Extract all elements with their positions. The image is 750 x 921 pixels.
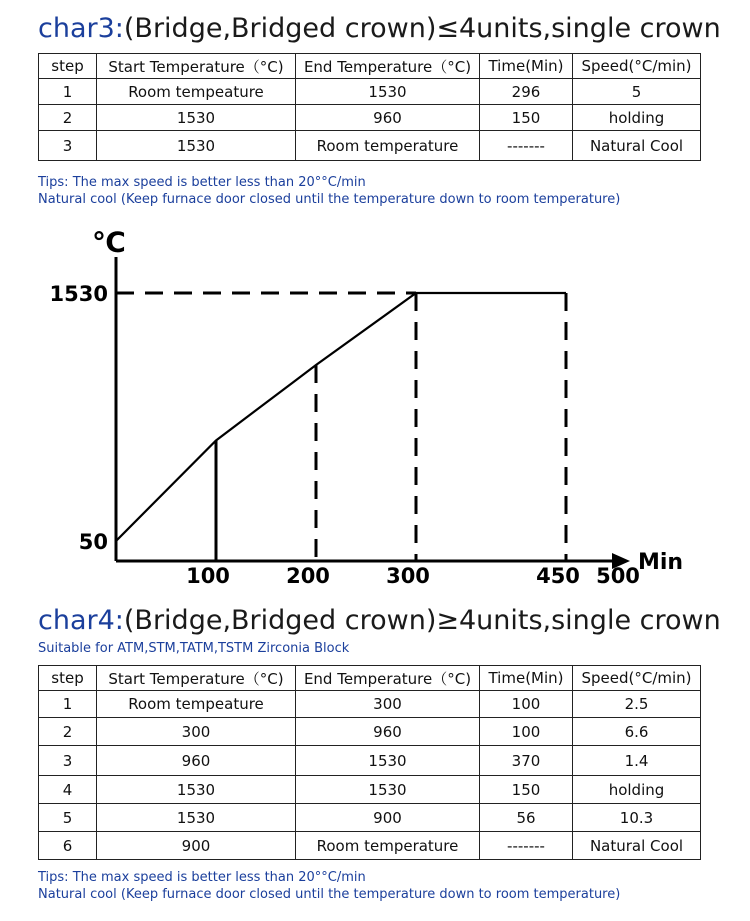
column-header: Time(Min) xyxy=(480,666,573,691)
table-row xyxy=(39,79,701,105)
table-row xyxy=(39,131,701,161)
firing-curve-chart xyxy=(0,215,750,595)
table-cell: 100 xyxy=(480,718,573,746)
x-tick-label: 300 xyxy=(386,564,430,588)
chart3-title-text: (Bridge,Bridged crown)≤4units,single crown xyxy=(123,13,721,44)
firing-curve-line xyxy=(116,293,566,541)
table-cell: 56 xyxy=(480,804,573,832)
chart4-tips xyxy=(38,869,620,903)
table-row xyxy=(39,832,701,860)
column-header: End Temperature（°C) xyxy=(296,54,480,79)
cooling-tip: Natural cool (Keep furnace door closed until the temperature down to room temperature) xyxy=(38,887,621,902)
table-cell: holding xyxy=(573,776,701,804)
table-cell: 2 xyxy=(39,105,97,131)
table-cell: 6.6 xyxy=(573,718,701,746)
table-cell: Natural Cool xyxy=(573,131,701,161)
speed-tip: Tips: The max speed is better less than 20°°C/min xyxy=(38,870,366,885)
table-cell: 1530 xyxy=(97,131,296,161)
table-cell: ------- xyxy=(480,131,573,161)
table-cell: holding xyxy=(573,105,701,131)
column-header: Speed(°C/min) xyxy=(573,666,701,691)
table-cell: 1 xyxy=(39,691,97,718)
table-row xyxy=(39,105,701,131)
table-cell: 1530 xyxy=(296,746,480,776)
chart3-title-prefix: char3: xyxy=(38,13,124,44)
speed-tip: Tips: The max speed is better less than 20°°C/min xyxy=(38,175,366,190)
table-cell: ------- xyxy=(480,832,573,860)
table-cell: 3 xyxy=(39,131,97,161)
column-header: Time(Min) xyxy=(480,54,573,79)
column-header: Start Temperature（°C) xyxy=(97,666,296,691)
chart4-subtitle: Suitable for ATM,STM,TATM,TSTM Zirconia Block xyxy=(38,641,350,656)
table-row xyxy=(39,746,701,776)
table-cell: 6 xyxy=(39,832,97,860)
table-cell: 960 xyxy=(296,718,480,746)
table-cell: 1.4 xyxy=(573,746,701,776)
table-row xyxy=(39,776,701,804)
x-tick-label: 200 xyxy=(286,564,330,588)
table-row xyxy=(39,718,701,746)
cooling-tip: Natural cool (Keep furnace door closed until the temperature down to room temperature) xyxy=(38,192,621,207)
table-cell: 5 xyxy=(573,79,701,105)
table-cell: 150 xyxy=(480,776,573,804)
table-cell: Room temperature xyxy=(296,832,480,860)
table-cell: 300 xyxy=(296,691,480,718)
table-cell: 960 xyxy=(296,105,480,131)
y-tick-label: 1530 xyxy=(49,282,108,306)
table-header-row xyxy=(39,54,701,79)
column-header: End Temperature（°C) xyxy=(296,666,480,691)
table-cell: 1530 xyxy=(97,776,296,804)
table-cell: 4 xyxy=(39,776,97,804)
x-tick-label: 500 xyxy=(596,564,640,588)
table-cell: 300 xyxy=(97,718,296,746)
table-row xyxy=(39,804,701,832)
chart4-program-table xyxy=(38,665,701,860)
table-cell: 900 xyxy=(296,804,480,832)
table-cell: Natural Cool xyxy=(573,832,701,860)
table-cell: 150 xyxy=(480,105,573,131)
table-cell: Room tempeature xyxy=(97,691,296,718)
table-cell: 2.5 xyxy=(573,691,701,718)
table-cell: 1530 xyxy=(97,105,296,131)
table-cell: Room tempeature xyxy=(97,79,296,105)
table-header-row xyxy=(39,666,701,691)
table-cell: Room temperature xyxy=(296,131,480,161)
column-header: step xyxy=(39,54,97,79)
chart3-program-table xyxy=(38,53,701,161)
column-header: step xyxy=(39,666,97,691)
y-tick-label: 50 xyxy=(78,530,108,554)
table-cell: 5 xyxy=(39,804,97,832)
table-cell: 1 xyxy=(39,79,97,105)
chart4-title xyxy=(38,605,721,637)
chart4-title-prefix: char4: xyxy=(38,605,124,636)
y-axis-label: ℃ xyxy=(92,226,126,259)
table-row xyxy=(39,691,701,718)
x-axis-label: Min xyxy=(638,550,684,575)
chart4-title-text: (Bridge,Bridged crown)≥4units,single crown xyxy=(123,605,721,636)
table-cell: 1530 xyxy=(97,804,296,832)
table-cell: 1530 xyxy=(296,79,480,105)
table-cell: 296 xyxy=(480,79,573,105)
table-cell: 3 xyxy=(39,746,97,776)
table-cell: 1530 xyxy=(296,776,480,804)
table-cell: 370 xyxy=(480,746,573,776)
table-cell: 100 xyxy=(480,691,573,718)
chart3-tips xyxy=(38,174,620,208)
table-cell: 960 xyxy=(97,746,296,776)
table-cell: 2 xyxy=(39,718,97,746)
x-tick-label: 450 xyxy=(536,564,580,588)
table-cell: 10.3 xyxy=(573,804,701,832)
table-cell: 900 xyxy=(97,832,296,860)
column-header: Start Temperature（°C) xyxy=(97,54,296,79)
chart3-title xyxy=(38,13,721,45)
column-header: Speed(°C/min) xyxy=(573,54,701,79)
x-tick-label: 100 xyxy=(186,564,230,588)
